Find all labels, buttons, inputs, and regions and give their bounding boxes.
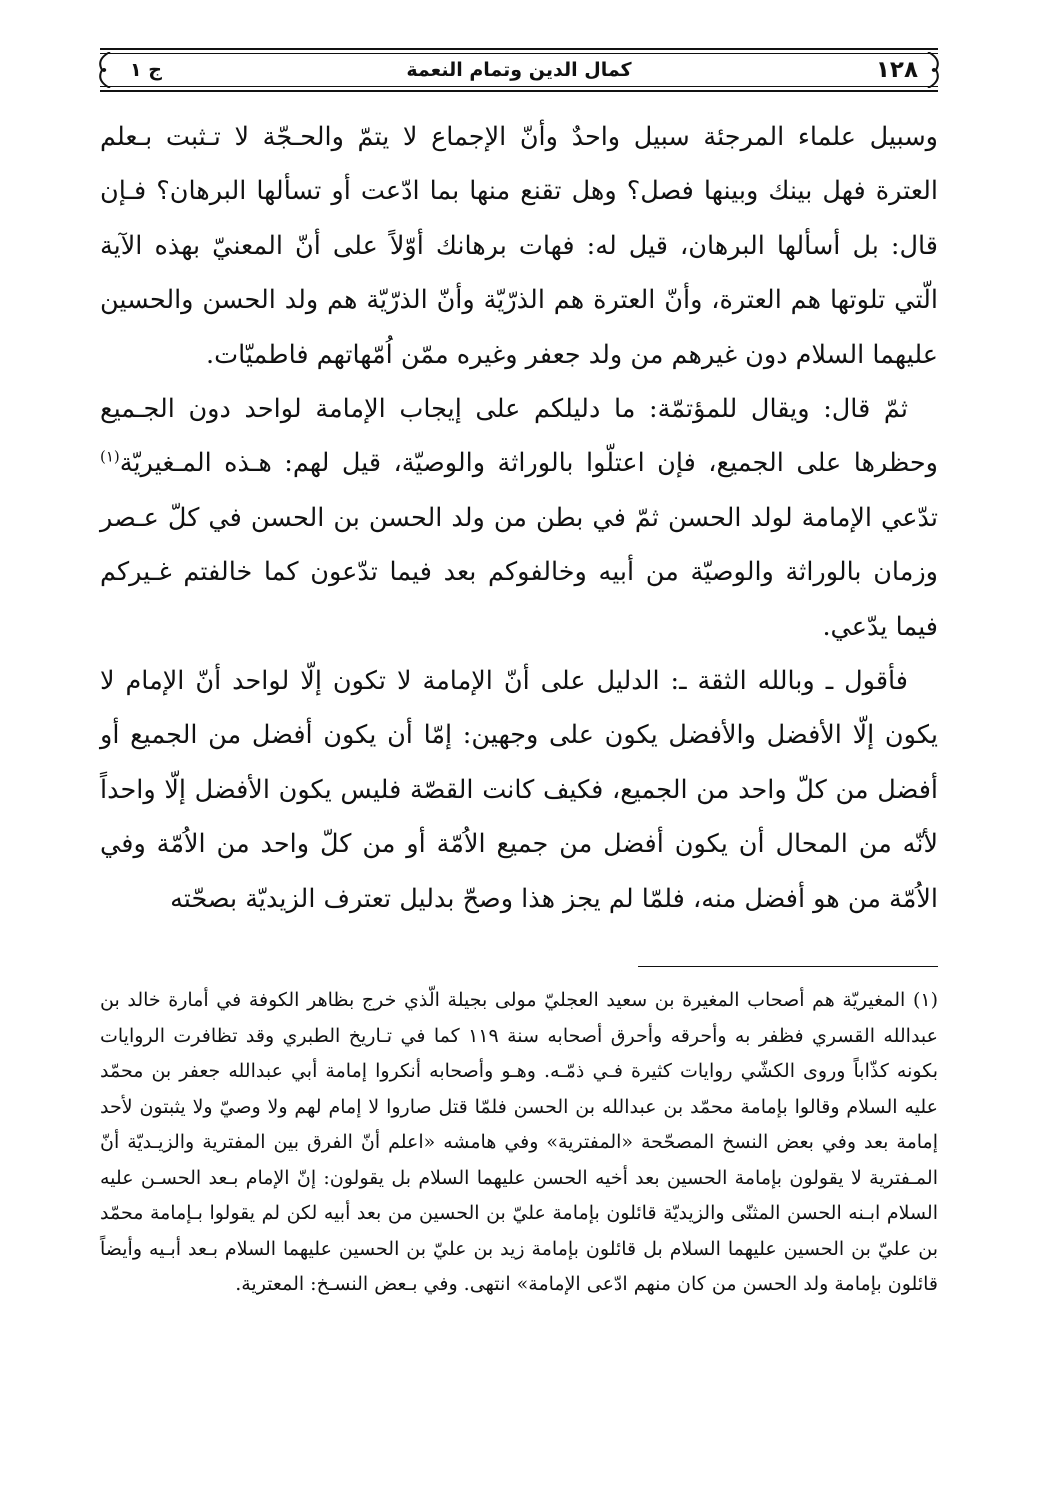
book-title: كمال الدين وتمام النعمة [406,59,632,81]
paragraph-1: وسبيل علماء المرجئة سبيل واحدٌ وأنّ الإجماع لا يتمّ والحـجّة لا تـثبت بـعلم العترة فهل بينك وبينها فصل؟ وهل تقنع منها بما ادّعت أو تسألها البرهان؟ فـإن قال: بل أسألها البرهان، قيل له: فهات برهانك أوّلاً على أنّ المعنيّ بهذه الآية الّتي تلوتها هم العترة، وأنّ العترة هم الذرّيّة وأنّ الذرّيّة هم ولد الحسن والحسين عليهما السلام دون غيرهم من ولد جعفر وغيره ممّن اُمّهاتهم فاطميّات. [100,122,938,370]
book-page [100,48,938,1468]
running-header [100,48,938,92]
main-text [100,110,938,926]
paragraph-2 [100,382,938,654]
footnotes [100,983,938,1303]
volume-label: ج ١ [130,59,162,81]
footnote-1: (١) المغيريّة هم أصحاب المغيرة بن سعيد العجليّ مولى بجيلة الّذي خرج بظاهر الكوفة في أمارة خالد بن عبدالله القسري فظفر به وأحرقه وأحرق أصحابه سنة ١١٩ كما في تـاريخ الطبري وقد تظافرت الروايات بكونه كذّاباً وروى الكشّي روايات كثيرة فـي ذمّـه. وهـو وأصحابه أنكروا إمامة أبي عبدالله جعفر بن محمّد عليه السلام وقالوا بإمامة محمّد بن عبدالله بن الحسن فلمّا قتل صاروا لا إمام لهم ولا وصيّ ولا يثبتون لأحد إمامة بعد وفي بعض النسخ المصحّحة «المفترية» وفي هامشه «اعلم أنّ الفرق بين المفترية والزيـديّة أنّ المـفترية لا يقولون بإمامة الحسين بعد أخيه الحسن عليهما السلام بل يقولون: إنّ الإمام بـعد الحسـن عليه السلام ابـنه الحسن المثنّى والزيديّة قائلون بإمامة عليّ بن الحسين من بعد أبيه لكن لم يقولوا بـإمامة محمّد بن عليّ بن الحسين عليهما السلام بل قائلون بإمامة زيد بن عليّ بن الحسين عليهما السلام بـعد أبـيه وأيضاً قائلون بإمامة ولد الحسن من كان منهم ادّعى الإمامة» انتهى. وفي بـعض النسـخ: المعترية. [100,989,938,1296]
paragraph-3: فأقول ـ وبالله الثقة ـ: الدليل على أنّ الإمامة لا تكون إلّا لواحد أنّ الإمام لا يكون إلّا الأفضل والأفضل يكون على وجهين: إمّا أن يكون أفضل من الجميع أو أفضل من كلّ واحد من الجميع، فكيف كانت القصّة فليس يكون الأفضل إلّا واحداً لأنّه من المحال أن يكون أفضل من جميع الاُمّة أو من كلّ واحد من الاُمّة وفي الاُمّة من هو أفضل منه، فلمّا لم يجز هذا وصحّ بدليل تعترف الزيديّة بصحّته [100,666,938,914]
footnote-separator-wrap [100,926,938,967]
footnote-separator [638,966,938,967]
page-number: ١٢٨ [875,57,918,83]
footnote-reference[interactable]: (١) [100,447,120,466]
header-ornament-left-icon [94,52,112,88]
header-ornament-right-icon [926,52,944,88]
paragraph-2-continuation: تدّعي الإمامة لولد الحسن ثمّ في بطن من ولد الحسن بن الحسن في كلّ عـصر وزمان بالوراثة والوصيّة من أبيه وخالفوكم بعد فيما تدّعون كما خالفتم غـيركم فيما يدّعي. [100,502,938,642]
paragraph-2-text: ثمّ قال: ويقال للمؤتمّة: ما دليلكم على إيجاب الإمامة لواحد دون الجـميع وحظرها على الجميع، فإن اعتلّوا بالوراثة والوصيّة، قيل لهم: هـذه المـغيريّة [100,394,938,479]
